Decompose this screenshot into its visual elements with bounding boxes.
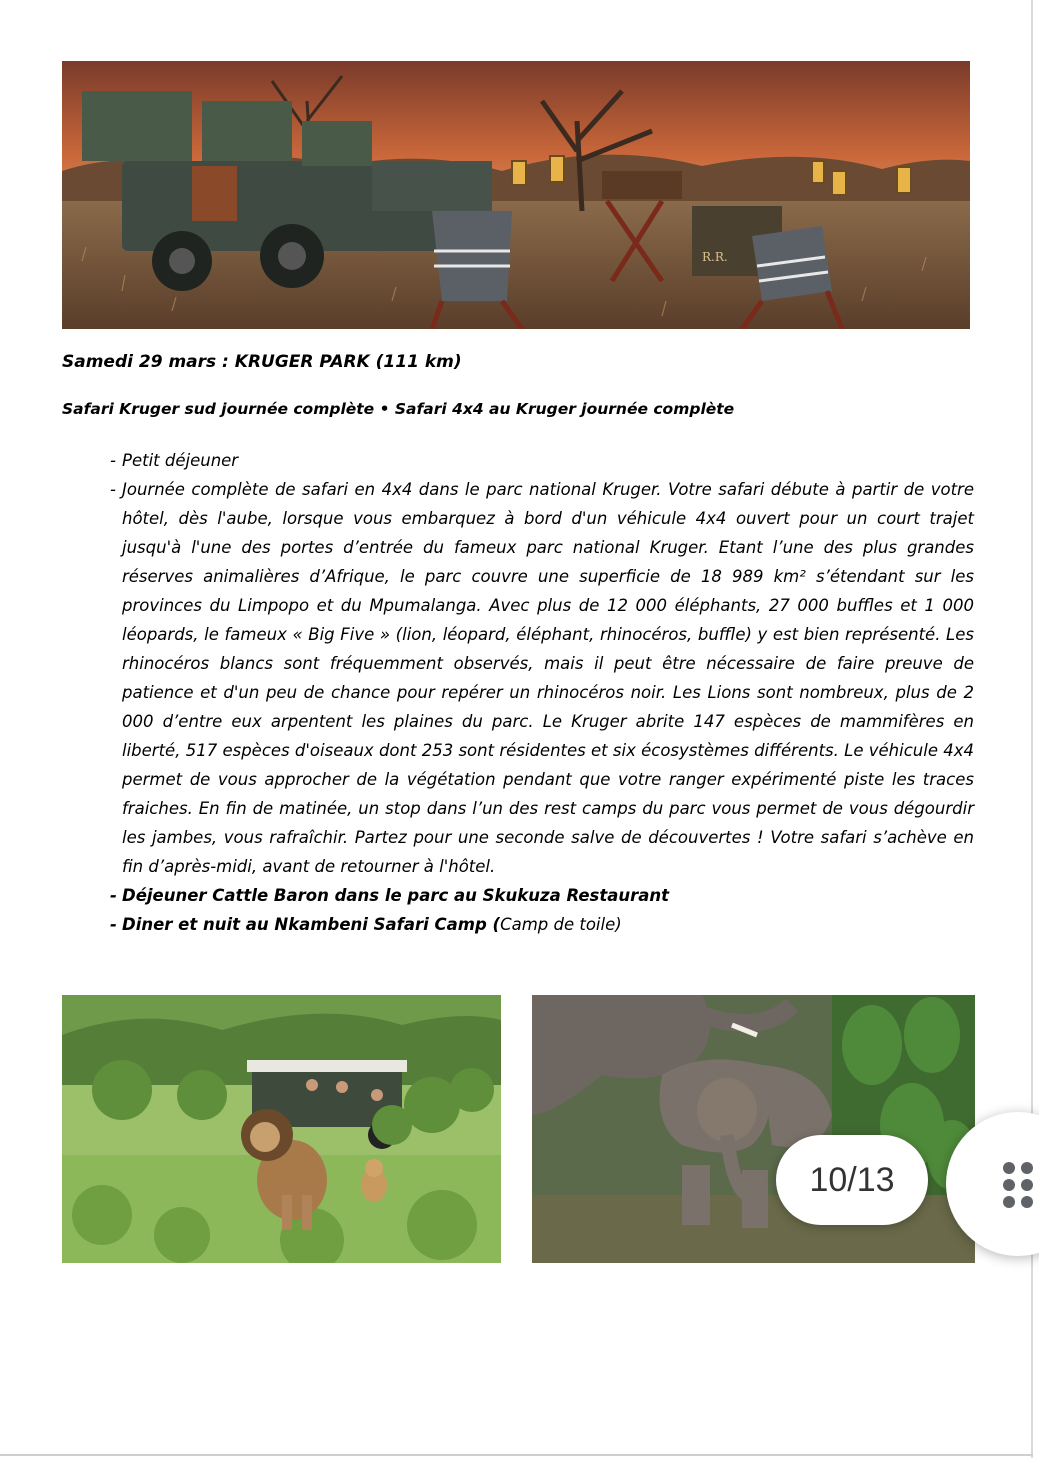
grid-dots-icon [1003,1162,1035,1208]
vehicle-plate-text: R.R. [702,250,728,264]
list-item [110,910,974,939]
baby-elephant-photo [532,995,975,1263]
list-item [110,881,974,910]
day-heading: Samedi 29 mars : KRUGER PARK (111 km) [62,352,462,372]
breakfast-item: Petit déjeuner [122,451,239,470]
activity-heading: Safari Kruger sud journée complète • Safari 4x4 au Kruger journée complète [62,400,735,418]
list-item [110,475,974,881]
list-dash: - [110,480,116,499]
page-counter: 10/13 [776,1135,928,1225]
safari-dinner-photo [62,61,970,329]
list-item [110,446,974,475]
dinner-item-note: Camp de toile) [500,915,622,934]
itinerary-list [110,446,974,939]
list-dash: - [110,886,117,905]
list-dash: - [110,915,117,934]
list-dash: - [110,451,116,470]
lions-safari-photo [62,995,501,1263]
lunch-item: Déjeuner Cattle Baron dans le parc au Skukuza Restaurant [122,886,670,905]
safari-description: Journée complète de safari en 4x4 dans le parc national Kruger. Votre safari débute à partir de votre hôtel, dès l'aube, lorsque vous embarquez à bord d'un véhicule 4x4 ouvert pour un court trajet jusqu'à l'une des portes d’entrée du fameux parc national Kruger. Etant l’une des plus grandes réserves animalières d’Afrique, le parc couvre une superficie de 18 989 km² s’étendant sur les provinces du Limpopo et du Mpumalanga. Avec plus de 12 000 éléphants, 27 000 buffles et 1 000 léopards, le fameux « Big Five » (lion, léopard, éléphant, rhinocéros, buffle) y est bien représenté. Les rhinocéros blancs sont fréquemment observés, mais il peut être nécessaire de faire preuve de patience et d'un peu de chance pour repérer un rhinocéros noir. Les Lions sont nombreux, plus de 2 000 d’entre eux arpentent les plaines du parc. Le Kruger abrite 147 espèces de mammifères en liberté, 517 espèces d'oiseaux dont 253 sont résidentes et six écosystèmes différents. Le véhicule 4x4 permet de vous approcher de la végétation pendant que votre ranger expérimenté piste les traces fraiches. En fin de matinée, un stop dans l’un des rest camps du parc vous permet de vous dégourdir les jambes, vous rafraîchir. Partez pour une seconde salve de découvertes ! Votre safari s’achève en fin d’après-midi, avant de retourner à l'hôtel. [122,480,974,876]
dinner-item: Diner et nuit au Nkambeni Safari Camp ( [122,915,501,934]
page-edge-bottom [0,1454,1033,1456]
